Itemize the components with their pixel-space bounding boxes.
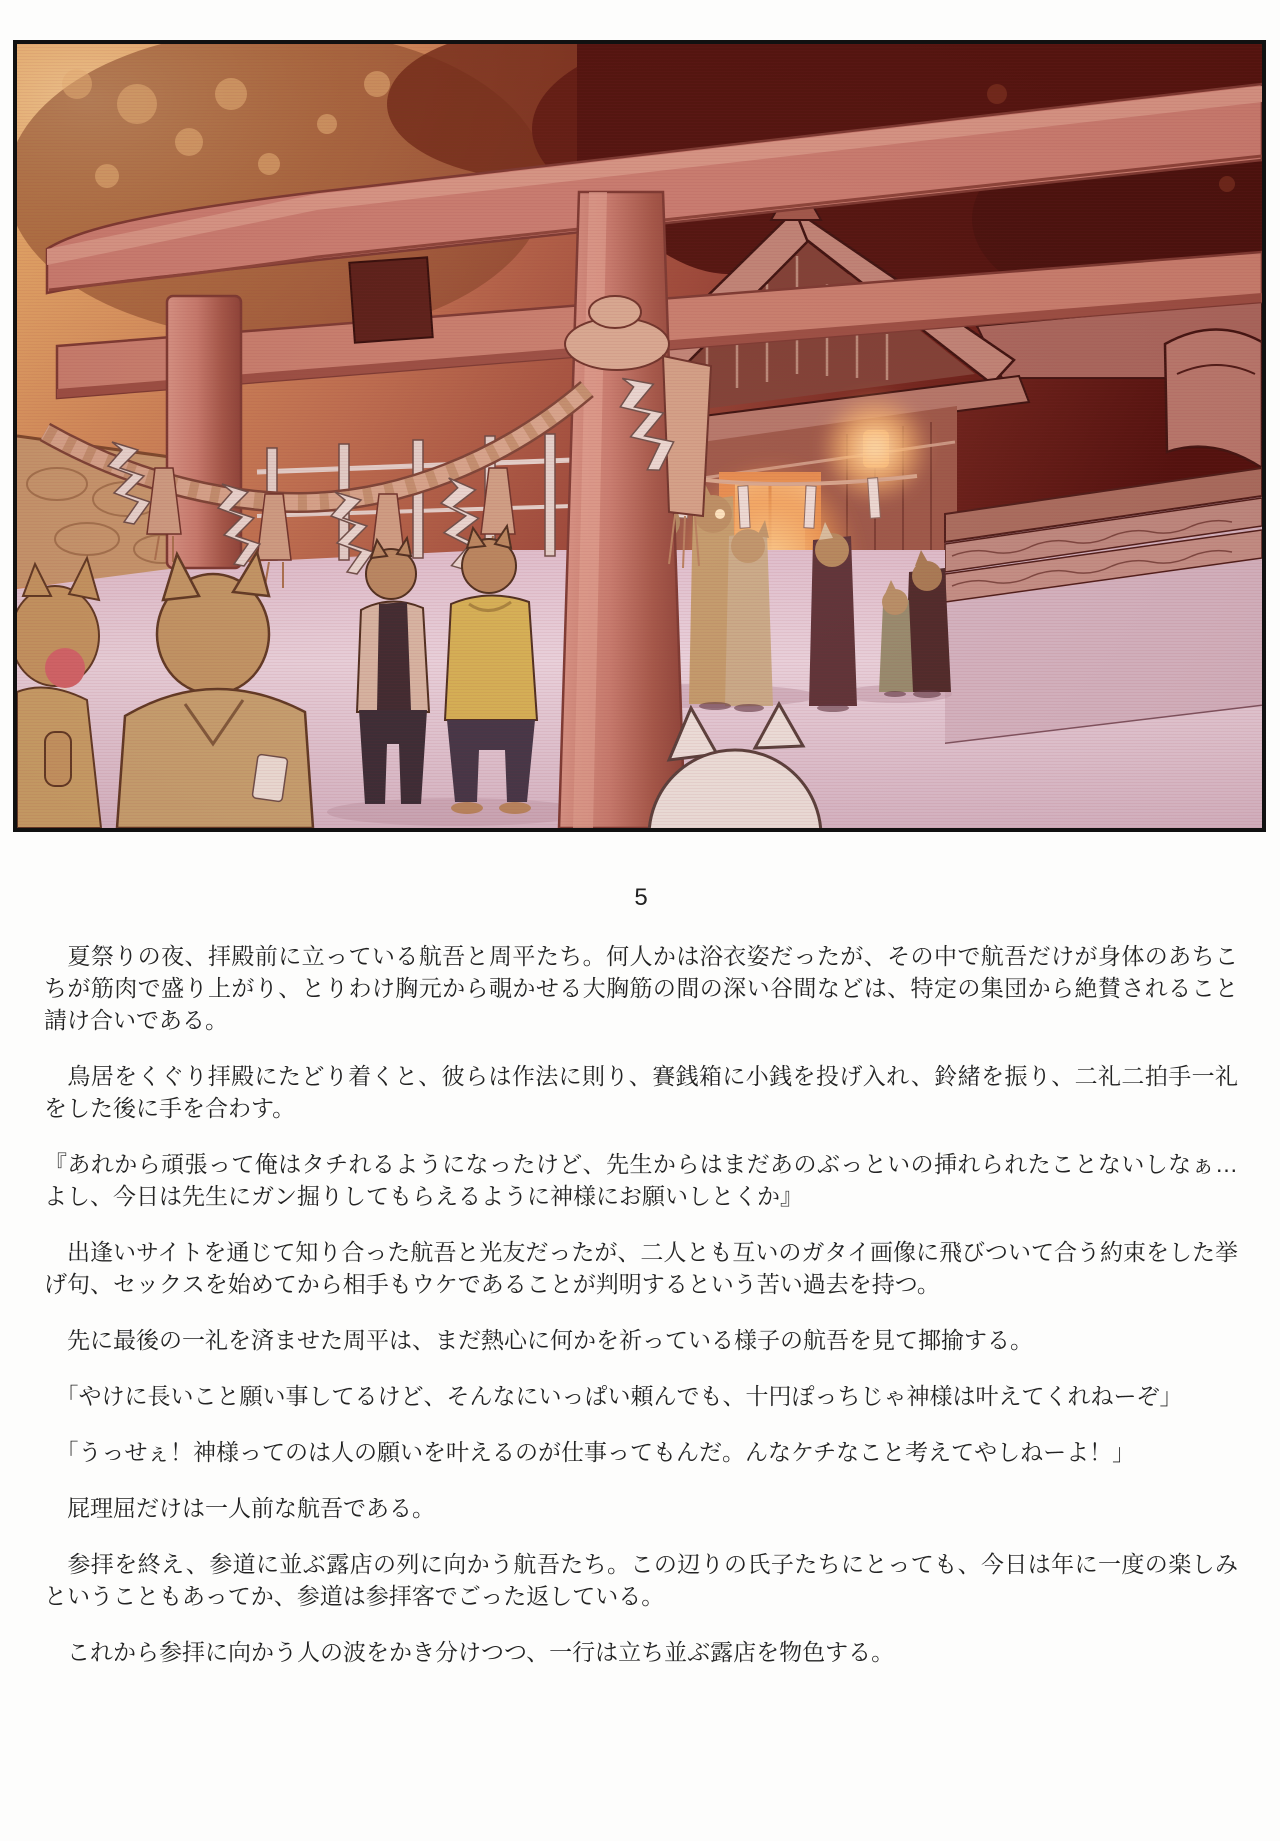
tiled-wall-right bbox=[945, 468, 1262, 744]
story-paragraph: 「やけに長いこと願い事してるけど、そんなにいっぱい頼んでも、十円ぽっちじゃ神様は叶えてくれねーぞ」 bbox=[44, 1383, 1183, 1409]
right-gable-roof bbox=[1165, 329, 1262, 468]
story-paragraph: 夏祭りの夜、拝殿前に立っている航吾と周平たち。何人かは浴衣姿だったが、その中で航吾だけが身体のあちこちが筋肉で盛り上がり、とりわけ胸元から覗かせる大胸筋の間の深い谷間などは、特定の集団から絶賛されること請け合いである。 bbox=[44, 943, 1238, 1033]
candy-apple bbox=[45, 648, 85, 688]
shrine-festival-illustration bbox=[13, 40, 1266, 832]
bare-foot-right bbox=[499, 802, 531, 814]
torii-plaque bbox=[349, 257, 432, 342]
glasses-glint bbox=[715, 509, 725, 519]
pillar-tassel bbox=[663, 356, 711, 516]
shrine-scene-canvas bbox=[17, 44, 1262, 828]
worshipper-light bbox=[725, 520, 773, 706]
page-number: 5 bbox=[634, 884, 648, 911]
story-paragraph: 『あれから頑張って俺はタチれるようになったけど、先生からはまだあのぶっといの挿れられたことないしなぁ… よし、今日は先生にガン掘りしてもらえるように神様にお願いしとくか』 bbox=[44, 1151, 1261, 1209]
bare-foot-left bbox=[451, 802, 483, 814]
worshipper-maroon bbox=[809, 522, 857, 706]
candy-figure-arm bbox=[45, 732, 71, 786]
story-paragraph: 参拝を終え、参道に並ぶ露店の列に向かう航吾たち。この辺りの氏子たちにとっても、今日は年に一度の楽しみということもあってか、参道は参拝客でごった返している。 bbox=[44, 1551, 1238, 1609]
story-paragraph: これから参拝に向かう人の波をかき分けつつ、一行は立ち並ぶ露店を物色する。 bbox=[44, 1639, 895, 1665]
story-paragraph: 出逢いサイトを通じて知り合った航吾と光友だったが、二人とも互いのガタイ画像に飛びついて合う約束をした挙げ句、セックスを始めてから相手もウケであることが判明するという苦い過去を持つ。 bbox=[44, 1239, 1238, 1297]
paper-in-hand bbox=[252, 754, 288, 802]
dark-tank-top bbox=[377, 602, 411, 710]
story-text-block bbox=[44, 940, 1261, 1692]
story-paragraph: 屁理屈だけは一人前な航吾である。 bbox=[44, 1495, 435, 1521]
story-paragraph: 先に最後の一礼を済ませた周平は、まだ熱心に何かを祈っている様子の航吾を見て揶揄する。 bbox=[44, 1327, 1033, 1353]
rope-knot-bow bbox=[589, 296, 641, 328]
yellow-hoodie bbox=[445, 595, 537, 720]
story-paragraph: 「うっせぇ！神様ってのは人の願いを叶えるのが仕事ってもんだ。んなケチなこと考えてやしねーよ！」 bbox=[44, 1439, 1136, 1465]
story-paragraph: 鳥居をくぐり拝殿にたどり着くと、彼らは作法に則り、賽銭箱に小銭を投げ入れ、鈴緒を振り、二礼二拍手一礼をした後に手を合わす。 bbox=[44, 1063, 1238, 1121]
